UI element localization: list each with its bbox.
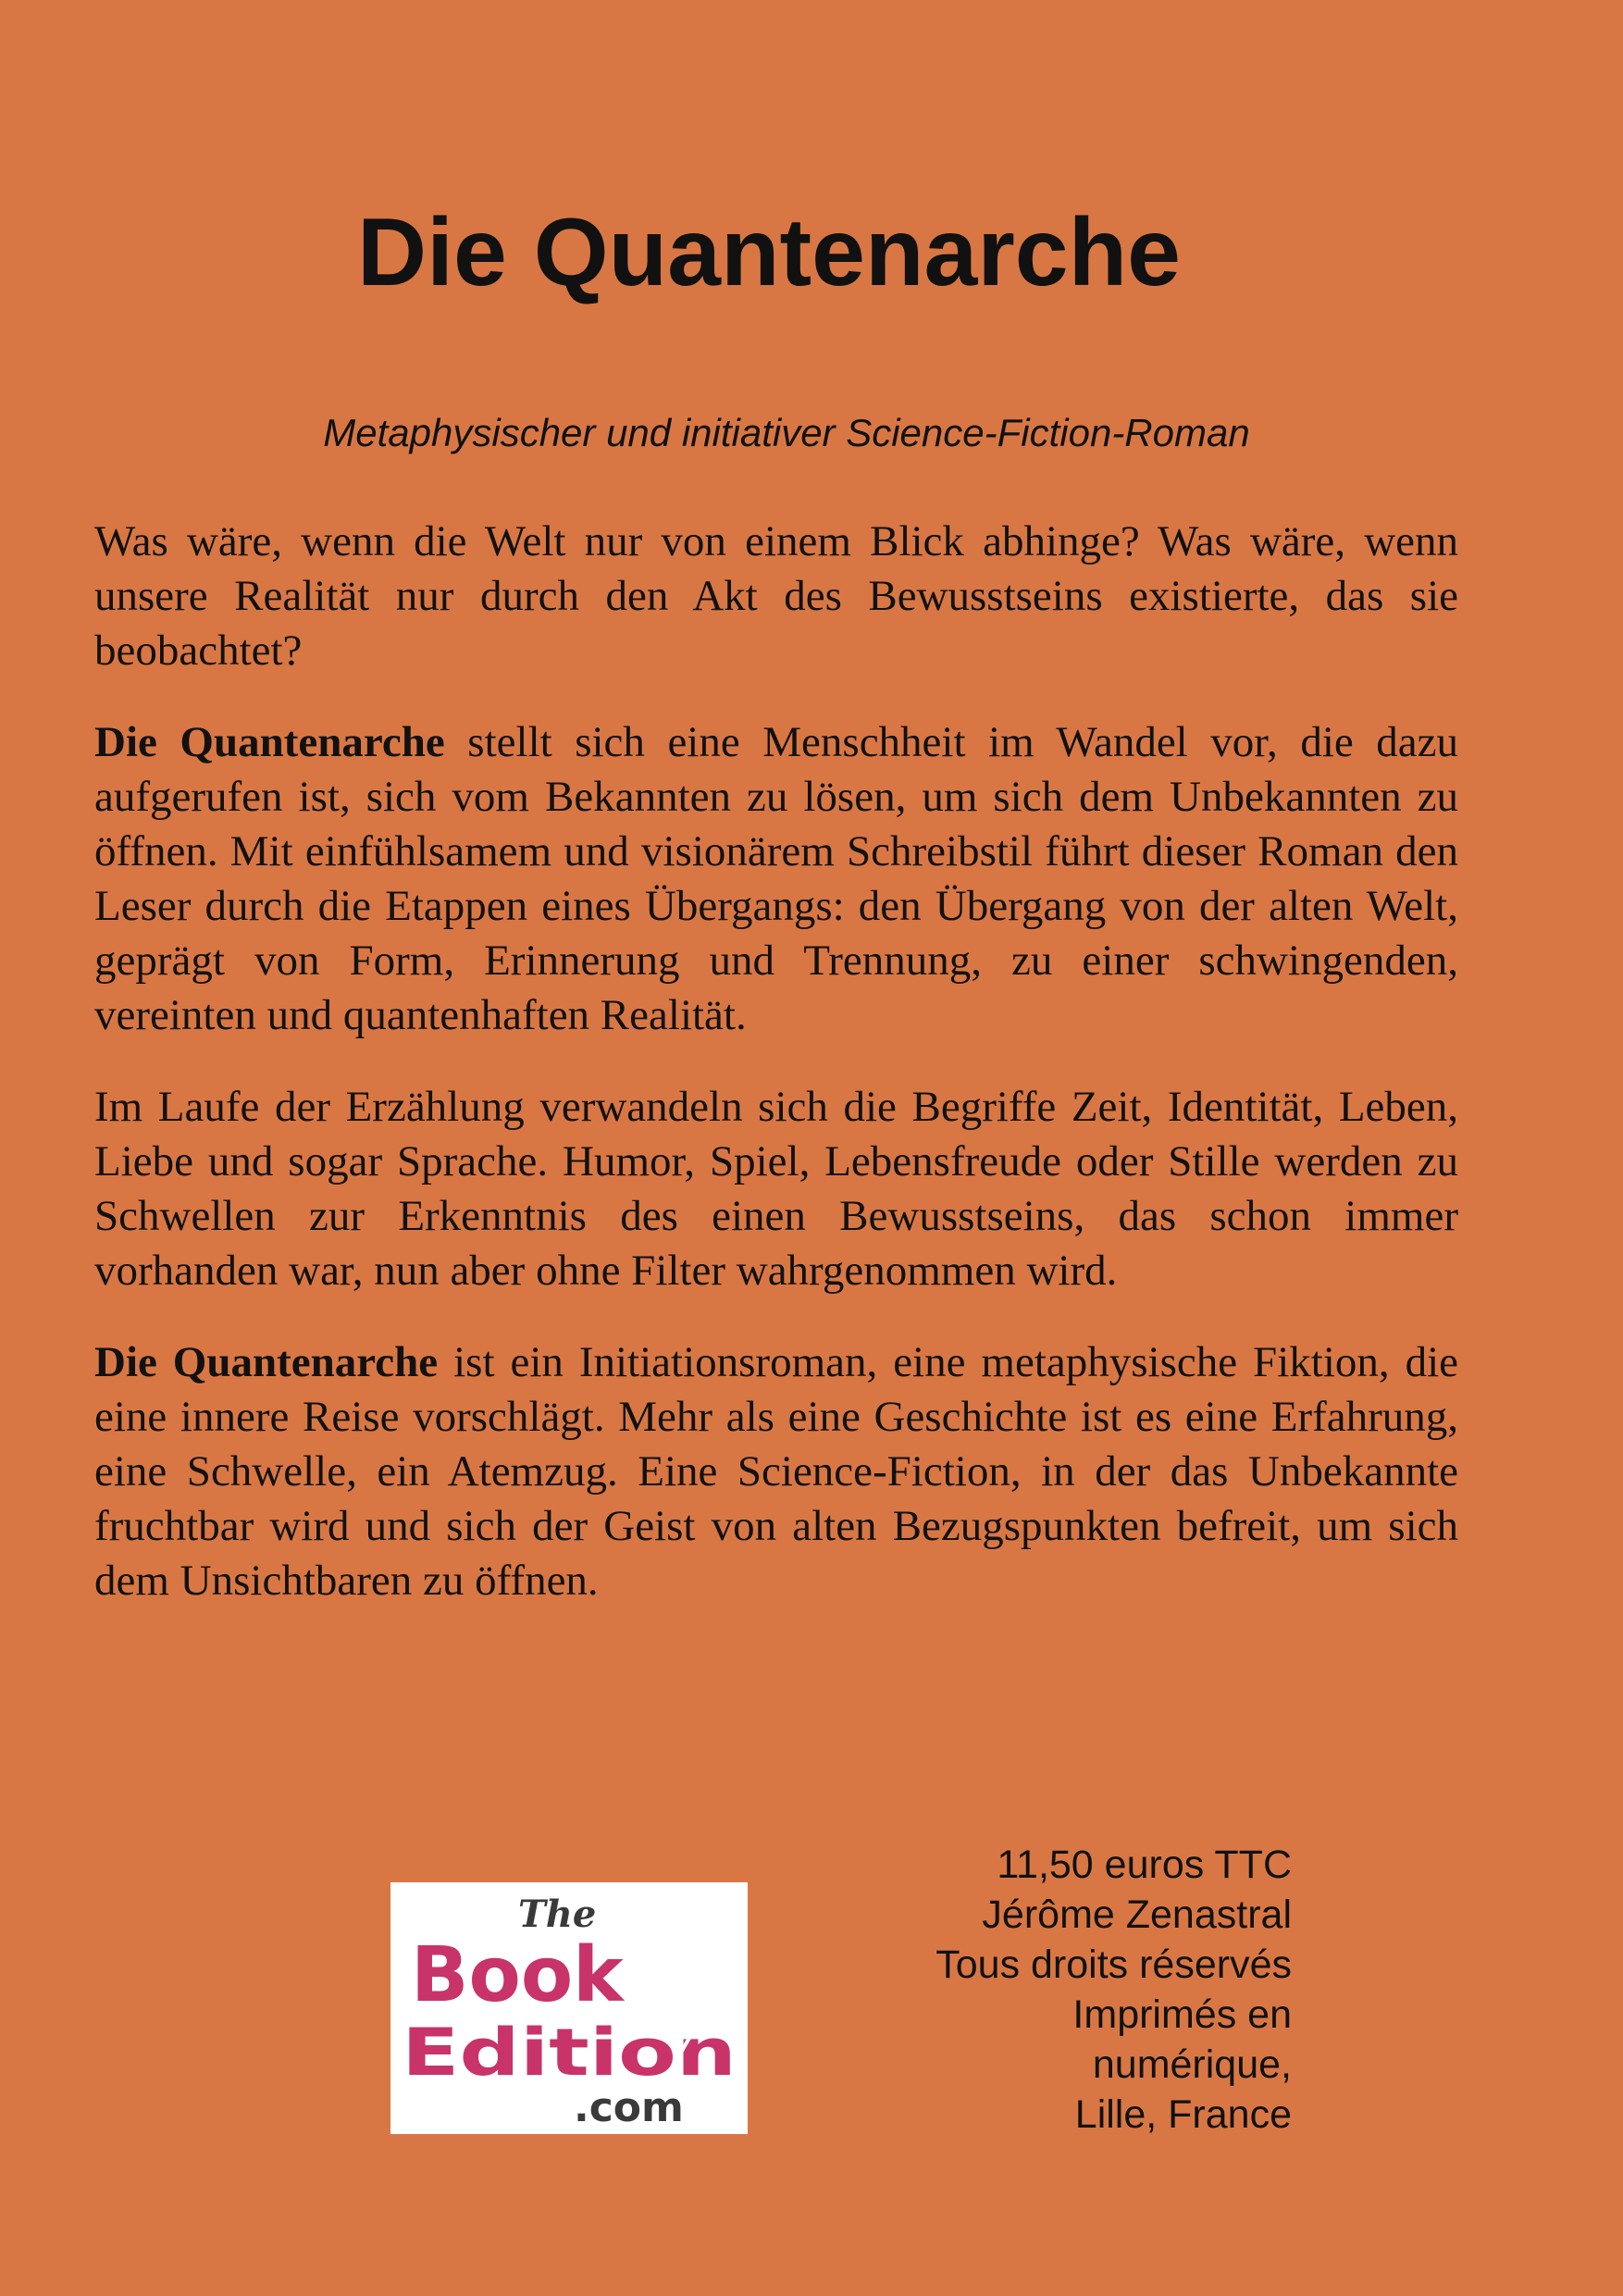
rights-notice: Tous droits réservés [935, 1942, 1292, 1987]
blurb-paragraph-1: Was wäre, wenn die Welt nur von einem Blick abhinge? Was wäre, wenn unsere Realität nur durch den Akt des Bewusstseins existierte, das sie beobachtet? [94, 517, 1458, 675]
blurb-title-bold: Die Quantenarche [94, 718, 445, 766]
publisher-logo [390, 1882, 748, 2134]
price: 11,50 euros TTC [997, 1843, 1292, 1887]
blurb-paragraph-3: Im Laufe der Erzählung verwandeln sich die Begriffe Zeit, Identität, Leben, Liebe und sogar Sprache. Humor, Spiel, Lebensfreude oder Stille werden zu Schwellen zur Erkenntnis des einen Bewusstseins, das schon immer vorhanden war, nun aber ohne Filter wahrgenommen wird. [94, 1083, 1458, 1295]
thebookedition-logo-icon [390, 1882, 748, 2134]
printed-line-2: numérique, [1092, 2042, 1292, 2087]
logo-word-book: Book [411, 1931, 624, 2019]
logo-word-edition: Edition [402, 2015, 737, 2091]
print-location: Lille, France [1074, 2092, 1292, 2137]
blurb-paragraph-2-text: stellt sich eine Menschheit im Wandel vor, die dazu aufgerufen ist, sich vom Bekannten zu lösen, um sich dem Unbekannten zu öffnen. Mit einfühlsamem und visionärem Schreibstil führt dieser Roman den Leser durch die Etappen eines Übergangs: den Übergang von der alten Welt, geprägt von Form, Erinnerung und Trennung, zu einer schwingenden, vereinten und quantenhaften Realität. [94, 718, 1458, 1039]
imprint-block [796, 1840, 1292, 2140]
book-title: Die Quantenarche [356, 199, 1182, 306]
author-name: Jérôme Zenastral [982, 1893, 1292, 1937]
blurb-title-bold: Die Quantenarche [94, 1338, 439, 1386]
blurb [94, 515, 1458, 1645]
logo-word-the: The [518, 1893, 597, 1936]
logo-word-com: .com [574, 2084, 684, 2131]
blurb-paragraph-4-text: ist ein Initiationsroman, eine metaphysische Fiktion, die eine innere Reise vorschlägt. Mehr als eine Geschichte ist es eine Erfahrung, eine Schwelle, ein Atemzug. Eine Science-Fiction, in der das Unbekannte fruchtbar wird und sich der Geist von alten Bezugspunkten befreit, um sich dem Unsichtbaren zu öffnen. [94, 1338, 1458, 1605]
book-subtitle: Metaphysischer und initiativer Science-Fiction-Roman [323, 411, 1250, 454]
printed-line-1: Imprimés en [1072, 1992, 1292, 2037]
blurb-paragraph-4 [94, 1335, 1458, 1608]
blurb-paragraph-2 [94, 715, 1458, 1043]
